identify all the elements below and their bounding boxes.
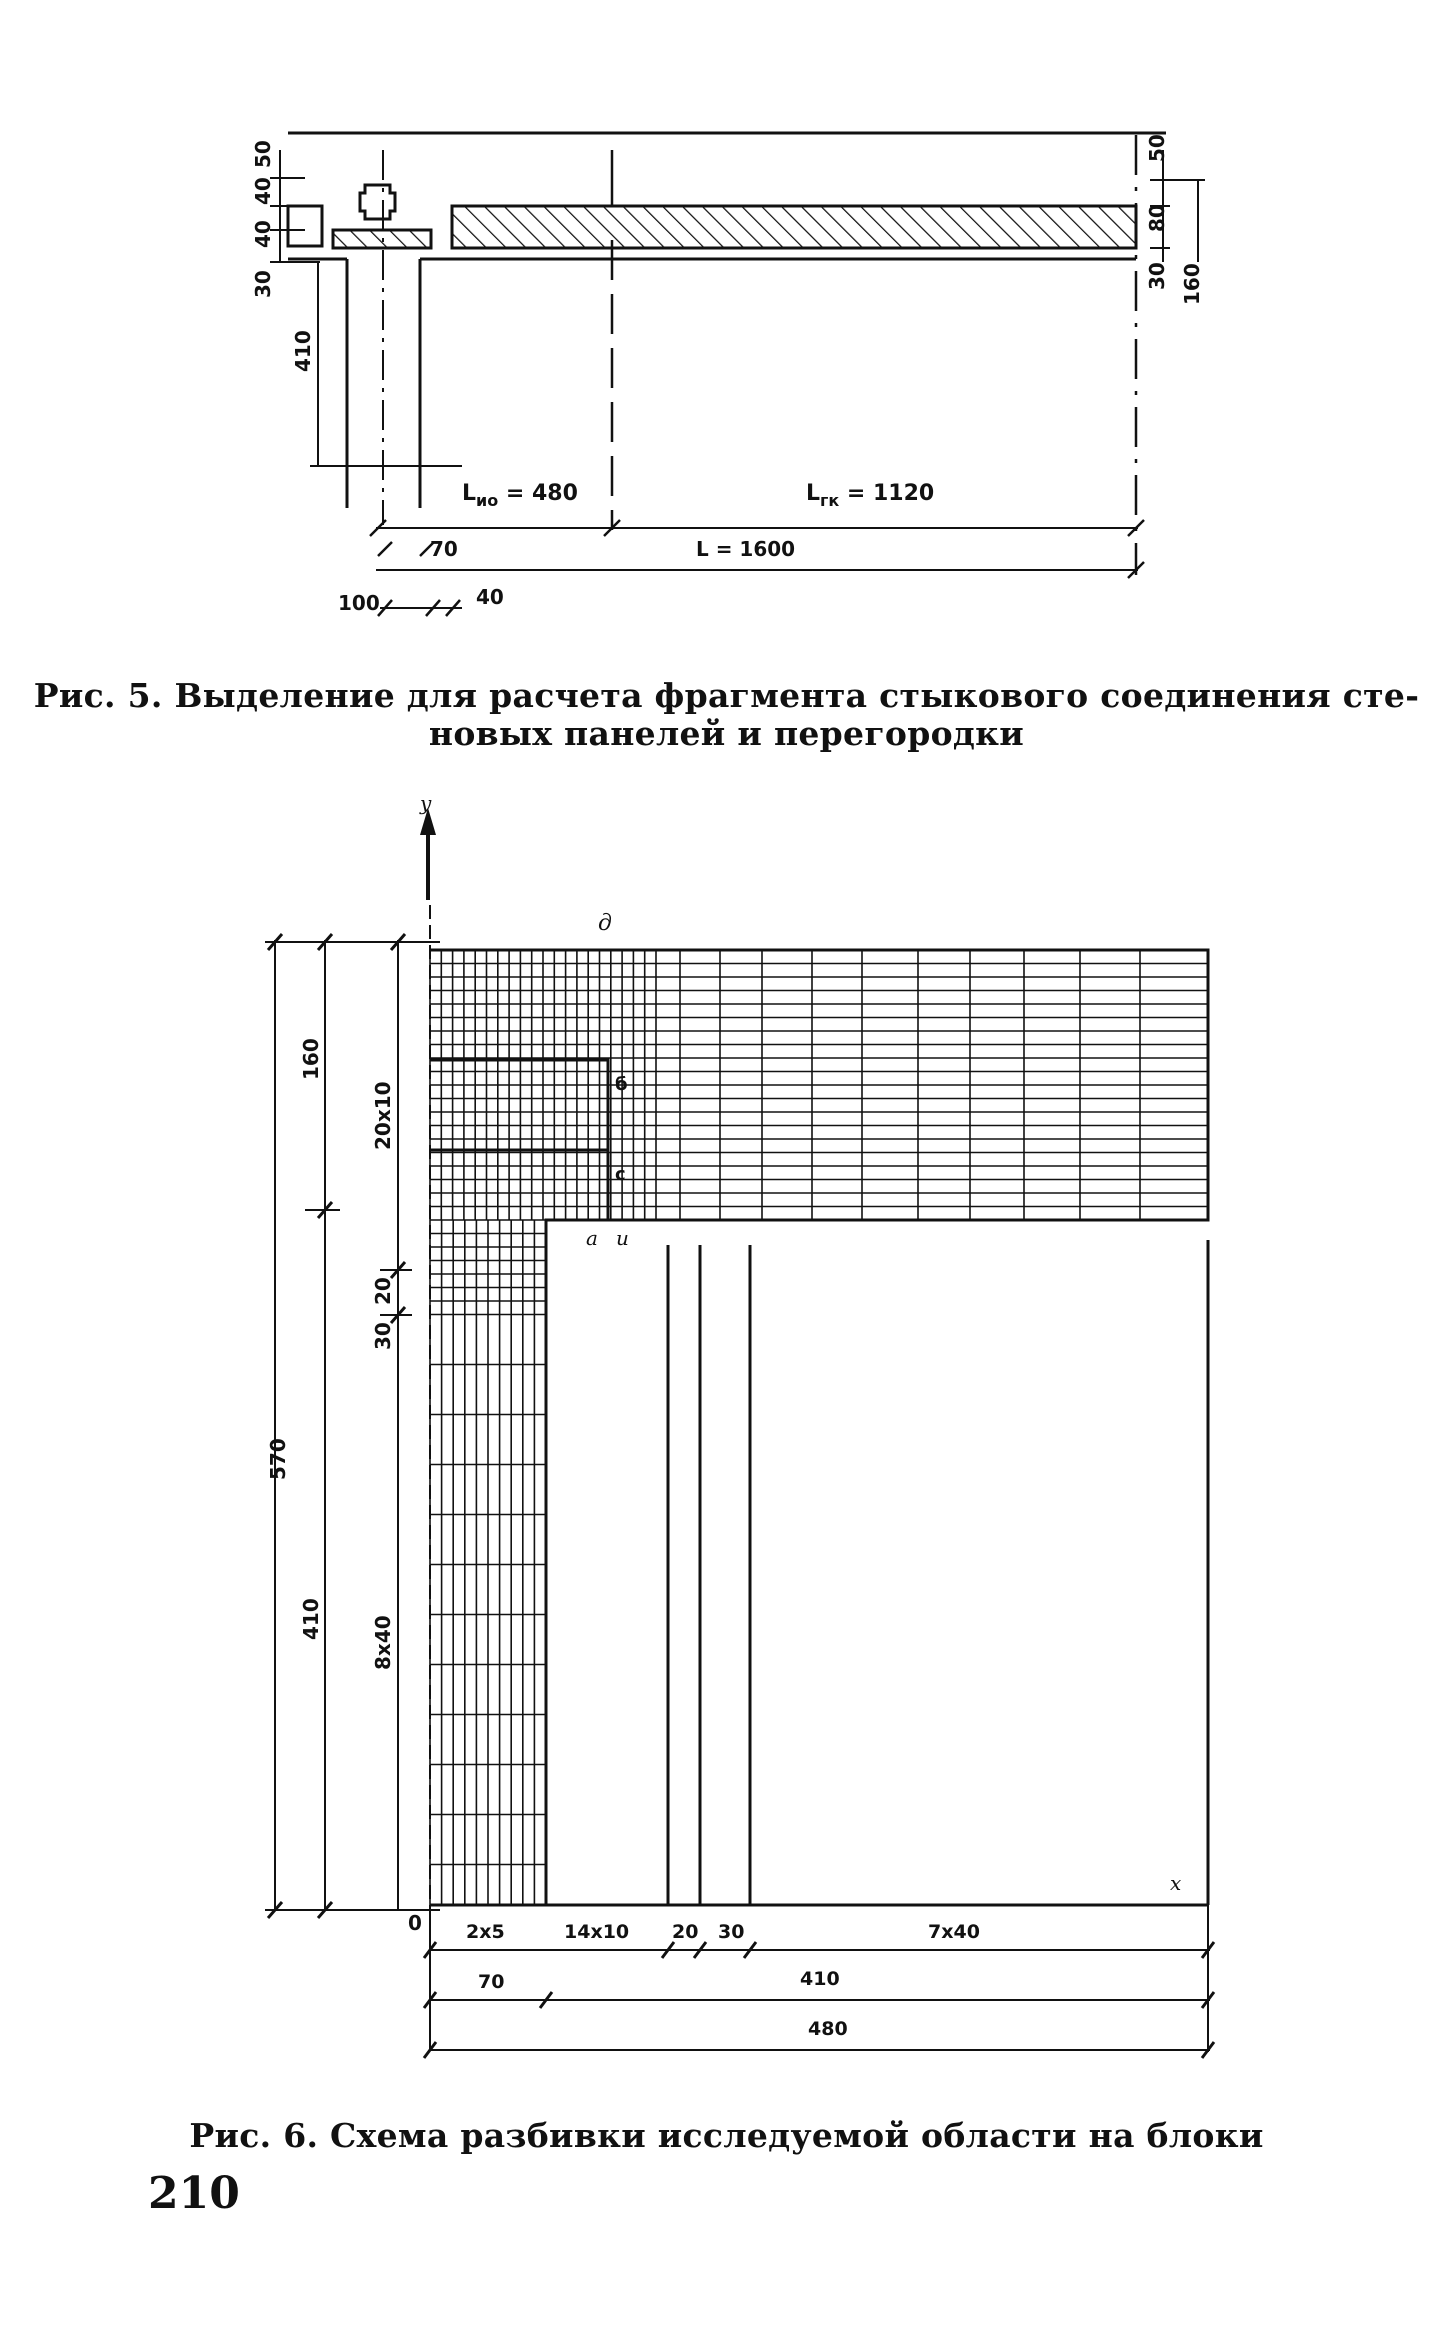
figure-5-drawing [0, 0, 1453, 660]
point-d-label: д [598, 911, 612, 936]
dim-30-bottom: 30 [718, 1921, 745, 1943]
dim-30-left: 30 [371, 1322, 395, 1350]
figure-5-caption-line1: Рис. 5. Выделение для расчета фрагмента стыкового соединения сте- [33, 676, 1420, 715]
figure-6-drawing [0, 790, 1453, 2070]
dim-2x5: 2x5 [466, 1921, 505, 1943]
dim-570: 570 [266, 1438, 290, 1480]
dim-left-410: 410 [291, 330, 315, 372]
label-l-io: $L_{ио} = 480$ [462, 481, 578, 510]
figure-5-caption-line2: новых панелей и перегородки [428, 714, 1025, 753]
dim-left-40a: 40 [251, 177, 275, 205]
dim-right-80: 80 [1145, 204, 1169, 232]
dim-right-30: 30 [1145, 262, 1169, 290]
dim-right-50: 50 [1145, 134, 1169, 162]
dim-left-30: 30 [251, 270, 275, 298]
point-i-label: и [616, 1226, 629, 1250]
label-l-gk: $L_{гк} = 1120$ [806, 481, 935, 510]
dim-8x40: 8x40 [371, 1615, 395, 1670]
axis-x-label: x [1170, 1871, 1182, 1895]
dim-left-50: 50 [251, 140, 275, 168]
origin-label: 0 [408, 1911, 422, 1935]
dim-14x10: 14x10 [564, 1921, 630, 1943]
dim-20x10: 20x10 [371, 1081, 395, 1150]
dim-70-bottom: 70 [478, 1971, 505, 1993]
point-b-label: б [615, 1074, 628, 1095]
point-a-label: а [586, 1226, 598, 1250]
dim-20-left: 20 [371, 1277, 395, 1305]
point-c-label: с [615, 1164, 626, 1185]
dim-100: 100 [338, 591, 380, 615]
dim-410-left: 410 [299, 1598, 323, 1640]
axis-y-label: y [420, 791, 432, 815]
dim-7x40: 7x40 [928, 1921, 980, 1943]
dim-right-160: 160 [1180, 263, 1204, 305]
dim-410-bottom: 410 [800, 1968, 840, 1990]
dim-20-bottom: 20 [672, 1921, 699, 1943]
figure-6-caption: Рис. 6. Схема разбивки исследуемой области на блоки [189, 2116, 1264, 2155]
page-number: 210 [148, 2168, 240, 2219]
dim-480: 480 [808, 2018, 848, 2040]
dim-l-total: L = 1600 [696, 537, 796, 561]
dim-left-40b: 40 [251, 220, 275, 248]
dim-70: 70 [430, 537, 458, 561]
dim-160: 160 [299, 1038, 323, 1080]
dim-40: 40 [476, 585, 504, 609]
